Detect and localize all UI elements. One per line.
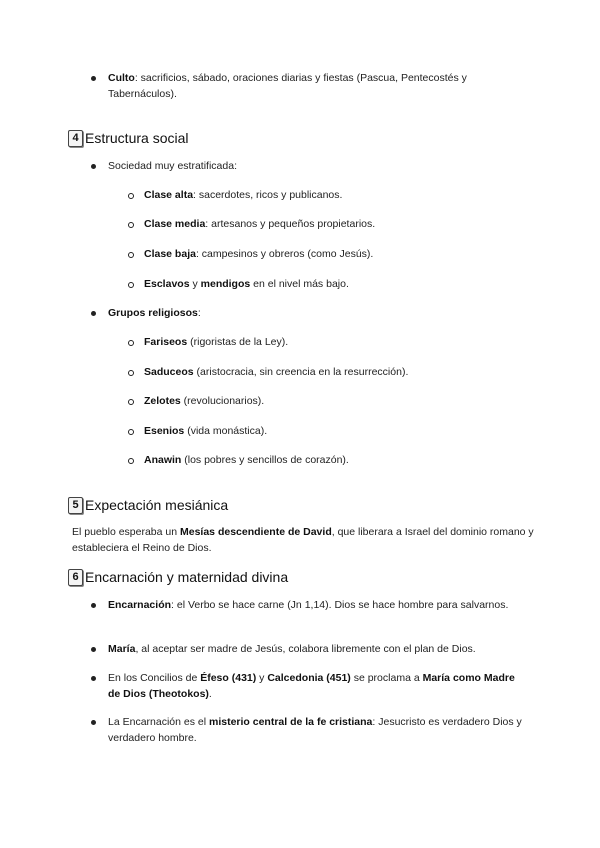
- slaves-label: Esclavos: [144, 278, 190, 290]
- group-text: (vida monástica).: [184, 425, 268, 437]
- maria-text: , al aceptar ser madre de Jesús, colabora libremente con el plan de Dios.: [135, 643, 476, 655]
- paragraph-text: , que liberara a Israel del dominio romano y estableciera el Reino de Dios.: [72, 526, 534, 554]
- sub-bullet-icon: [128, 193, 134, 199]
- sub-bullet-icon: [128, 370, 134, 376]
- section-4-heading: [68, 129, 188, 147]
- section-4-title: Estructura social: [85, 130, 189, 146]
- group-text: (rigoristas de la Ley).: [187, 336, 289, 348]
- group-item: [144, 393, 544, 409]
- class-item: [144, 187, 544, 203]
- slaves-and: y: [189, 278, 201, 290]
- paragraph-text: El pueblo esperaba un: [72, 526, 180, 538]
- group-label: Zelotes: [144, 395, 181, 407]
- group-label: Saduceos: [144, 366, 194, 378]
- sub-bullet-icon: [128, 340, 134, 346]
- maria-label: María: [108, 643, 136, 655]
- number-6-icon: 6: [68, 569, 83, 586]
- incarnation-text: : el Verbo se hace carne (Jn 1,14). Dios se hace hombre para salvarnos.: [171, 599, 509, 611]
- mystery-item: [108, 714, 528, 746]
- class-label: Clase alta: [144, 189, 194, 201]
- culto-item: [108, 70, 528, 102]
- section-6-heading: [68, 568, 288, 586]
- chalcedon-strong: Calcedonia (451): [267, 672, 351, 684]
- number-4-icon: 4: [68, 130, 83, 147]
- number-5-icon: 5: [68, 497, 83, 514]
- messiah-strong: Mesías descendiente de David: [180, 526, 332, 538]
- sub-bullet-icon: [128, 458, 134, 464]
- section-5-paragraph: [72, 524, 542, 556]
- bullet-icon: [91, 603, 96, 608]
- incarnation-item: [108, 597, 528, 613]
- class-item: [144, 246, 544, 262]
- sub-bullet-icon: [128, 282, 134, 288]
- groups-title: [108, 305, 528, 321]
- bullet-icon: [91, 76, 96, 81]
- bullet-icon: [91, 164, 96, 169]
- section-5-heading: [68, 496, 228, 514]
- bullet-icon: [91, 676, 96, 681]
- groups-colon: :: [197, 307, 201, 319]
- section-5-title: Expectación mesiánica: [85, 497, 229, 513]
- slaves-item: [144, 276, 544, 292]
- culto-label: Culto: [108, 72, 135, 84]
- group-label: Anawin: [144, 454, 182, 466]
- section-6-title: Encarnación y maternidad divina: [85, 569, 289, 585]
- group-item: [144, 452, 544, 468]
- councils-text: En los Concilios de: [108, 672, 201, 684]
- councils-item: [108, 670, 528, 702]
- class-item: [144, 216, 544, 232]
- ephesus-strong: Éfeso (431): [200, 672, 257, 684]
- groups-label: Grupos religiosos: [108, 307, 198, 319]
- bullet-icon: [91, 311, 96, 316]
- class-text: : artesanos y pequeños propietarios.: [205, 218, 376, 230]
- theotokos-strong: María como Madre de Dios (Theotokos): [108, 672, 515, 700]
- maria-item: [108, 641, 528, 657]
- bullet-icon: [91, 647, 96, 652]
- sub-bullet-icon: [128, 399, 134, 405]
- councils-text: .: [208, 688, 212, 700]
- councils-text: y: [256, 672, 268, 684]
- beggars-label: mendigos: [200, 278, 251, 290]
- social-intro: Sociedad muy estratificada:: [108, 160, 237, 172]
- slaves-text: en el nivel más bajo.: [250, 278, 349, 290]
- sub-bullet-icon: [128, 222, 134, 228]
- class-label: Clase media: [144, 218, 206, 230]
- group-item: [144, 334, 544, 350]
- mystery-text: La Encarnación es el: [108, 716, 209, 728]
- sub-bullet-icon: [128, 429, 134, 435]
- group-item: [144, 364, 544, 380]
- bullet-icon: [91, 720, 96, 725]
- councils-text: se proclama a: [350, 672, 423, 684]
- class-text: : sacerdotes, ricos y publicanos.: [193, 189, 343, 201]
- class-label: Clase baja: [144, 248, 196, 260]
- sub-bullet-icon: [128, 252, 134, 258]
- group-text: (los pobres y sencillos de corazón).: [181, 454, 349, 466]
- mystery-text: : Jesucristo es verdadero Dios y verdadero hombre.: [108, 716, 522, 744]
- group-label: Esenios: [144, 425, 185, 437]
- group-label: Fariseos: [144, 336, 188, 348]
- mystery-strong: misterio central de la fe cristiana: [208, 716, 373, 728]
- group-text: (aristocracia, sin creencia en la resurrección).: [193, 366, 409, 378]
- incarnation-label: Encarnación: [108, 599, 172, 611]
- class-text: : campesinos y obreros (como Jesús).: [195, 248, 374, 260]
- group-item: [144, 423, 544, 439]
- culto-text: : sacrificios, sábado, oraciones diarias y fiestas (Pascua, Pentecostés y Tabernáculos).: [108, 72, 467, 100]
- group-text: (revolucionarios).: [180, 395, 265, 407]
